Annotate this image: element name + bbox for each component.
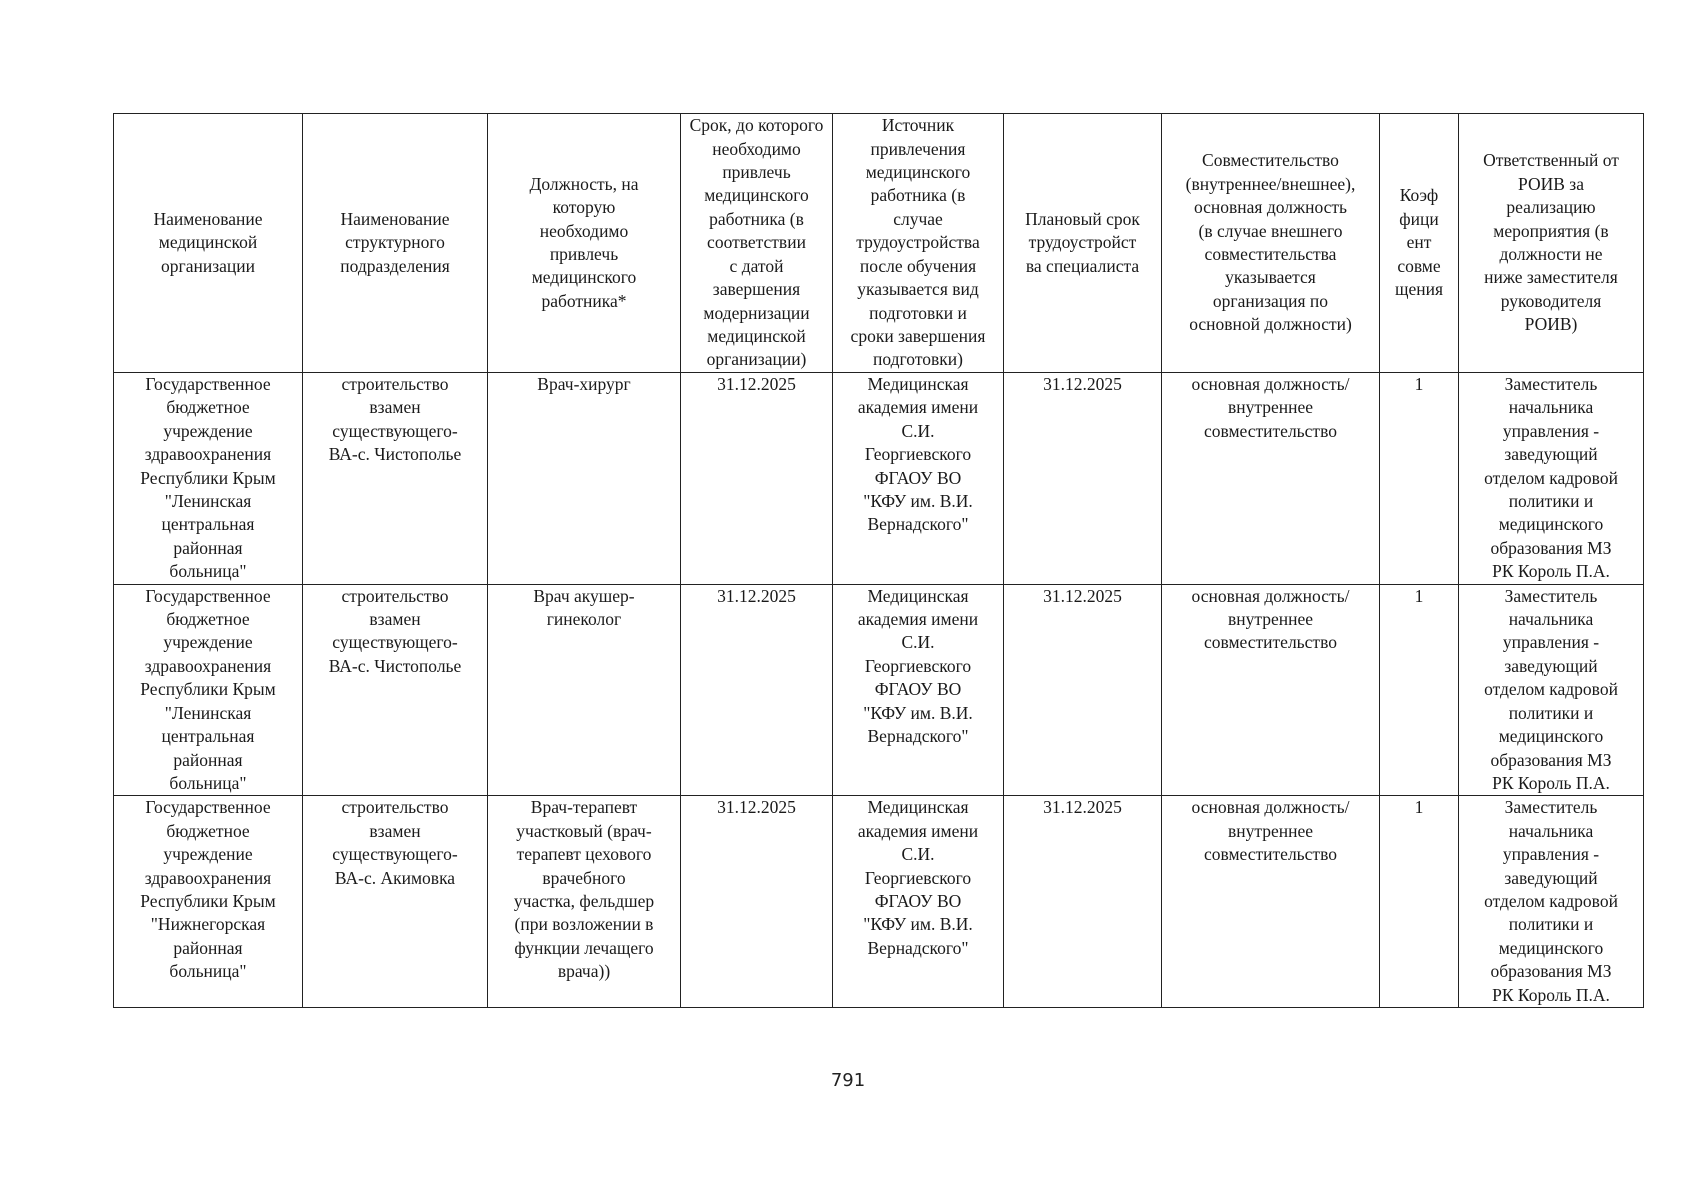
cell-planned-date: 31.12.2025 (1004, 796, 1162, 1008)
header-organization: Наименование медицинской организации (114, 114, 303, 373)
cell-deadline: 31.12.2025 (681, 796, 833, 1008)
cell-combination: основная должность/ внутреннее совместительство (1162, 796, 1380, 1008)
cell-coefficient: 1 (1380, 796, 1459, 1008)
cell-organization: Государственное бюджетное учреждение здравоохранения Республики Крым "Ленинская центральная районная больница" (114, 373, 303, 585)
table-row (114, 796, 1644, 1008)
table-row (114, 373, 1644, 585)
header-combination: Совместительство (внутреннее/внешнее), основная должность (в случае внешнего совместительства указывается организация по основной должности) (1162, 114, 1380, 373)
header-coefficient: Коэф фици ент совме щения (1380, 114, 1459, 373)
header-planned-date: Плановый срок трудоустройст ва специалиста (1004, 114, 1162, 373)
cell-deadline: 31.12.2025 (681, 584, 833, 796)
cell-division: строительство взамен существующего- ВА-с. Чистополье (303, 584, 488, 796)
cell-planned-date: 31.12.2025 (1004, 584, 1162, 796)
cell-responsible: Заместитель начальника управления - заведующий отделом кадровой политики и медицинского образования МЗ РК Король П.А. (1459, 584, 1644, 796)
cell-division: строительство взамен существующего- ВА-с. Акимовка (303, 796, 488, 1008)
cell-coefficient: 1 (1380, 584, 1459, 796)
cell-source: Медицинская академия имени С.И. Георгиевского ФГАОУ ВО "КФУ им. В.И. Вернадского" (833, 373, 1004, 585)
cell-combination: основная должность/ внутреннее совместительство (1162, 373, 1380, 585)
cell-division: строительство взамен существующего- ВА-с. Чистополье (303, 373, 488, 585)
cell-deadline: 31.12.2025 (681, 373, 833, 585)
header-deadline: Срок, до которого необходимо привлечь медицинского работника (в соответствии с датой завершения модернизации медицинской организации) (681, 114, 833, 373)
cell-planned-date: 31.12.2025 (1004, 373, 1162, 585)
cell-organization: Государственное бюджетное учреждение здравоохранения Республики Крым "Нижнегорская районная больница" (114, 796, 303, 1008)
cell-responsible: Заместитель начальника управления - заведующий отделом кадровой политики и медицинского образования МЗ РК Король П.А. (1459, 373, 1644, 585)
header-source: Источник привлечения медицинского работника (в случае трудоустройства после обучения указывается вид подготовки и сроки завершения подготовки) (833, 114, 1004, 373)
cell-combination: основная должность/ внутреннее совместительство (1162, 584, 1380, 796)
cell-position: Врач-терапевт участковый (врач- терапевт цехового врачебного участка, фельдшер (при возложении в функции лечащего врача)) (488, 796, 681, 1008)
header-row (114, 114, 1644, 373)
header-position: Должность, на которую необходимо привлечь медицинского работника* (488, 114, 681, 373)
cell-position: Врач акушер- гинеколог (488, 584, 681, 796)
table-row (114, 584, 1644, 796)
cell-coefficient: 1 (1380, 373, 1459, 585)
cell-source: Медицинская академия имени С.И. Георгиевского ФГАОУ ВО "КФУ им. В.И. Вернадского" (833, 796, 1004, 1008)
cell-organization: Государственное бюджетное учреждение здравоохранения Республики Крым "Ленинская центральная районная больница" (114, 584, 303, 796)
staffing-table (113, 113, 1644, 1008)
header-division: Наименование структурного подразделения (303, 114, 488, 373)
page-number: 791 (830, 1070, 866, 1091)
cell-position: Врач-хирург (488, 373, 681, 585)
cell-source: Медицинская академия имени С.И. Георгиевского ФГАОУ ВО "КФУ им. В.И. Вернадского" (833, 584, 1004, 796)
cell-responsible: Заместитель начальника управления - заведующий отделом кадровой политики и медицинского образования МЗ РК Король П.А. (1459, 796, 1644, 1008)
header-responsible: Ответственный от РОИВ за реализацию мероприятия (в должности не ниже заместителя руководителя РОИВ) (1459, 114, 1644, 373)
